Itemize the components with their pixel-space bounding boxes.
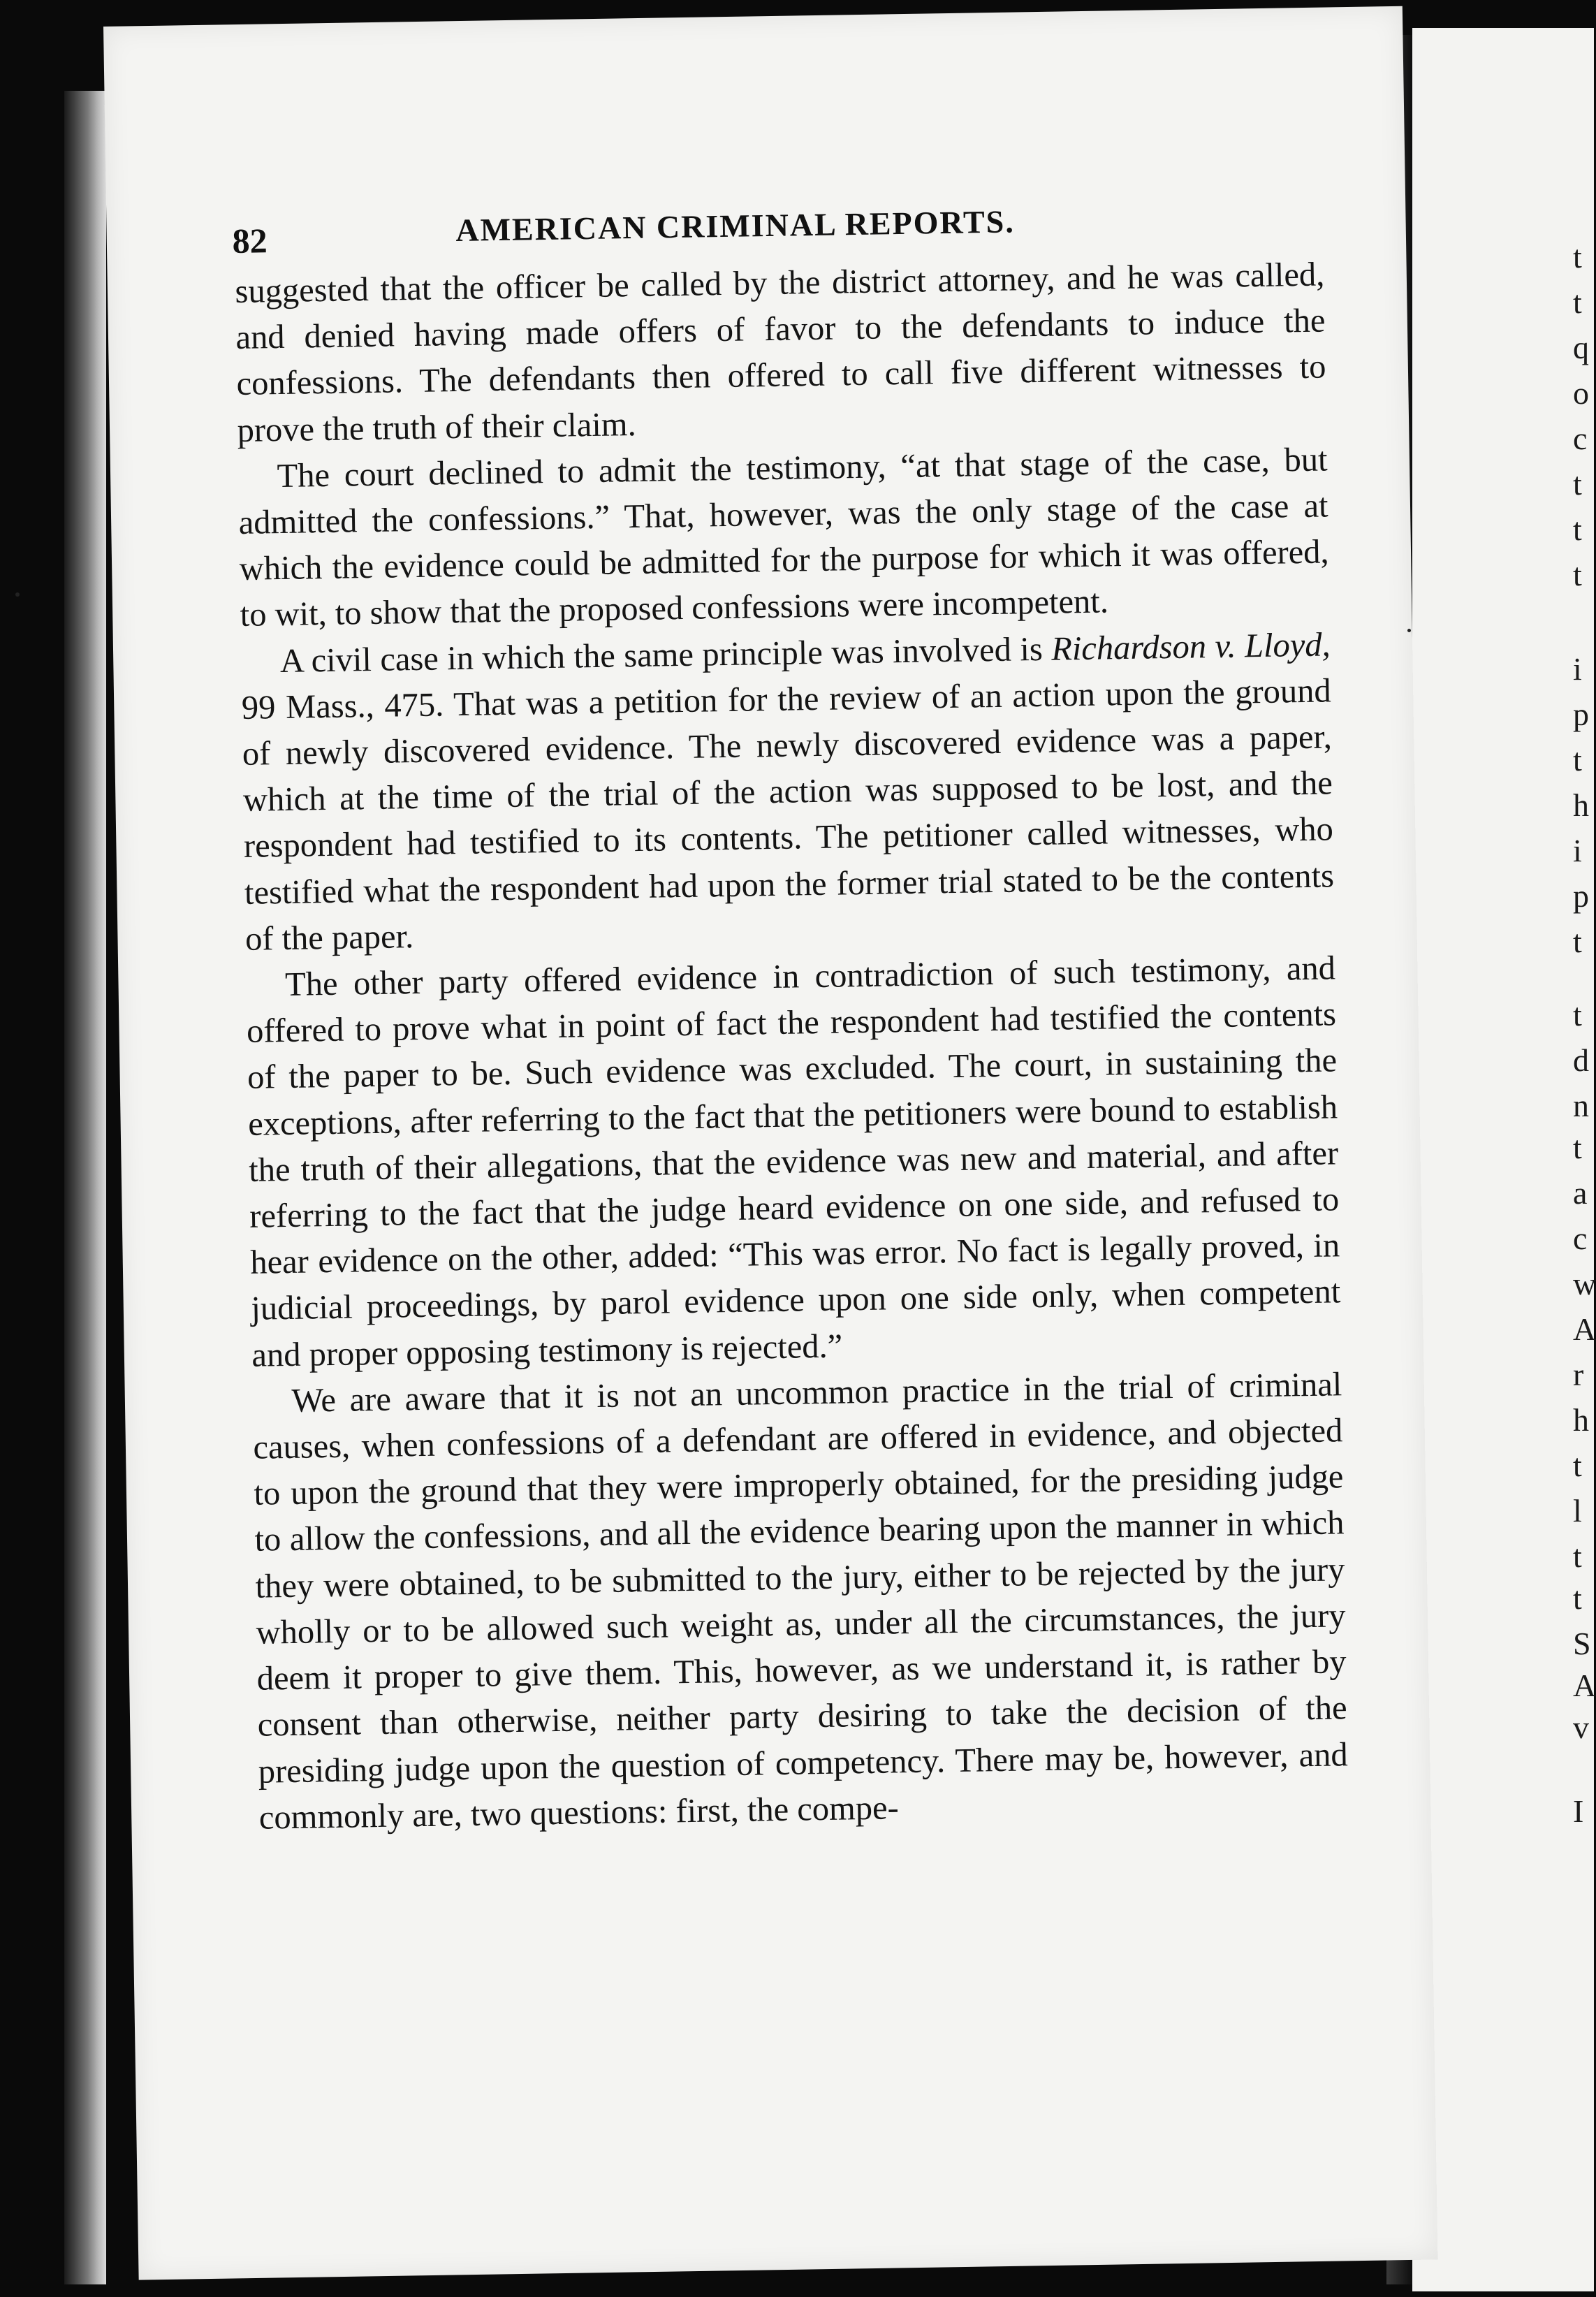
- body-paragraph: [235, 251, 1327, 453]
- case-citation: Richardson v. Lloyd,: [1050, 626, 1331, 668]
- facing-page-letter: v: [1573, 1709, 1589, 1745]
- paragraph-text: A civil case in which the same principle was involved is: [279, 630, 1052, 680]
- facing-page-letter: t: [1573, 742, 1582, 778]
- facing-page-letter: l: [1573, 1493, 1582, 1529]
- body-paragraph: [252, 1362, 1349, 1841]
- page-number: 82: [232, 221, 268, 261]
- facing-page-letter: q: [1573, 330, 1589, 365]
- body-paragraph: [240, 622, 1335, 963]
- facing-page-letter: r: [1573, 1357, 1584, 1392]
- facing-page-letter: t: [1573, 1130, 1582, 1165]
- facing-page-letter: t: [1573, 511, 1582, 547]
- facing-page-letter: c: [1573, 1220, 1588, 1256]
- paragraph-text: The court declined to admit the testimony, “at that stage of the case, but admitted the confessions.” That, however, was the only stage of the case at which the evidence could be admitted for the purpose for which it was offered, to wit, to show that the proposed confessions were incompetent.: [238, 441, 1329, 634]
- facing-page-letter: t: [1573, 284, 1582, 320]
- facing-page-letter: t: [1573, 997, 1582, 1033]
- facing-page-letter: o: [1573, 375, 1589, 411]
- facing-page-edge: [1412, 28, 1594, 2291]
- body-paragraph: [237, 437, 1330, 639]
- paragraph-text: The other party offered evidence in contradiction of such testimony, and offered to prove what in point of fact the respondent had testified the contents of the paper to be. Such evidence was excluded. The court, in sustaining the exceptions, after referring to the fact that the petitioners were bound to establish the truth of their allegations, that the evidence was new and material, and after referring to the fact that the judge heard evidence on one side, and refused to hear evidence on the other, added: “This was error. No fact is legally proved, in judicial proceedings, by parol evidence upon one side only, when competent and proper opposing testimony is rejected.”: [246, 949, 1341, 1374]
- paragraph-text: 99 Mass., 475. That was a petition for the review of an action upon the ground of newly discovered evidence. The newly discovered evidence was a paper, which at the time of the trial of the action was supposed to be lost, and the respondent had testified to its contents. The petitioner called witnesses, who testified what the respondent had upon the former trial stated to be the contents of the paper.: [241, 672, 1335, 958]
- facing-page-letter: A: [1573, 1311, 1596, 1347]
- facing-page-letter: I: [1573, 1793, 1584, 1829]
- body-paragraph: [246, 945, 1342, 1378]
- facing-page-letter: t: [1573, 1580, 1582, 1616]
- facing-page-letter: d: [1573, 1042, 1589, 1078]
- facing-page-letter: h: [1573, 1402, 1589, 1438]
- page-body-text: [235, 251, 1349, 1841]
- facing-page-letter: t: [1573, 1538, 1582, 1574]
- facing-page-letter: p: [1573, 697, 1589, 732]
- facing-page-letter: t: [1573, 1448, 1582, 1483]
- facing-page-letter: c: [1573, 421, 1588, 456]
- facing-page-letter: i: [1573, 833, 1582, 868]
- paragraph-text: suggested that the officer be called by the district attorney, and he was called, and denied having made offers of favor to the defendants to induce the confessions. The defendants then offered to call five different witnesses to prove the truth of their claim.: [235, 256, 1326, 449]
- facing-page-letter: t: [1573, 557, 1582, 592]
- facing-page-letter: S: [1573, 1626, 1591, 1661]
- paragraph-text: We are aware that it is not an uncommon practice in the trial of criminal causes, when confessions of a defendant are offered in evidence, and objected to upon the ground that they were improperly obtained, for the presiding judge to allow the confessions, and all the evidence bearing upon the manner in which they were obtained, to be submitted to the jury, either to be rejected by the jury wholly or to be allowed such weight as, under all the circumstances, the jury deem it proper to give them. This, however, as we understand it, is rather by consent than otherwise, neither party desiring to take the decision of the presiding judge upon the question of competency. There may be, however, and commonly are, two questions: first, the compe-: [253, 1366, 1349, 1837]
- facing-page-letter: i: [1573, 651, 1582, 687]
- facing-page-letter: t: [1573, 239, 1582, 275]
- page-speck: [15, 592, 20, 597]
- book-spine: [64, 91, 106, 2284]
- running-head: AMERICAN CRIMINAL REPORTS.: [455, 203, 1016, 248]
- page-speck: [1407, 629, 1411, 632]
- facing-page-letter: n: [1573, 1088, 1589, 1123]
- facing-page-letter: h: [1573, 787, 1589, 823]
- facing-page-letter: a: [1573, 1175, 1588, 1211]
- facing-page-letter: A: [1573, 1668, 1596, 1703]
- facing-page-letter: p: [1573, 878, 1589, 914]
- facing-page-letter: w: [1573, 1266, 1596, 1301]
- facing-page-letter: t: [1573, 466, 1582, 502]
- facing-page-letter: t: [1573, 924, 1582, 959]
